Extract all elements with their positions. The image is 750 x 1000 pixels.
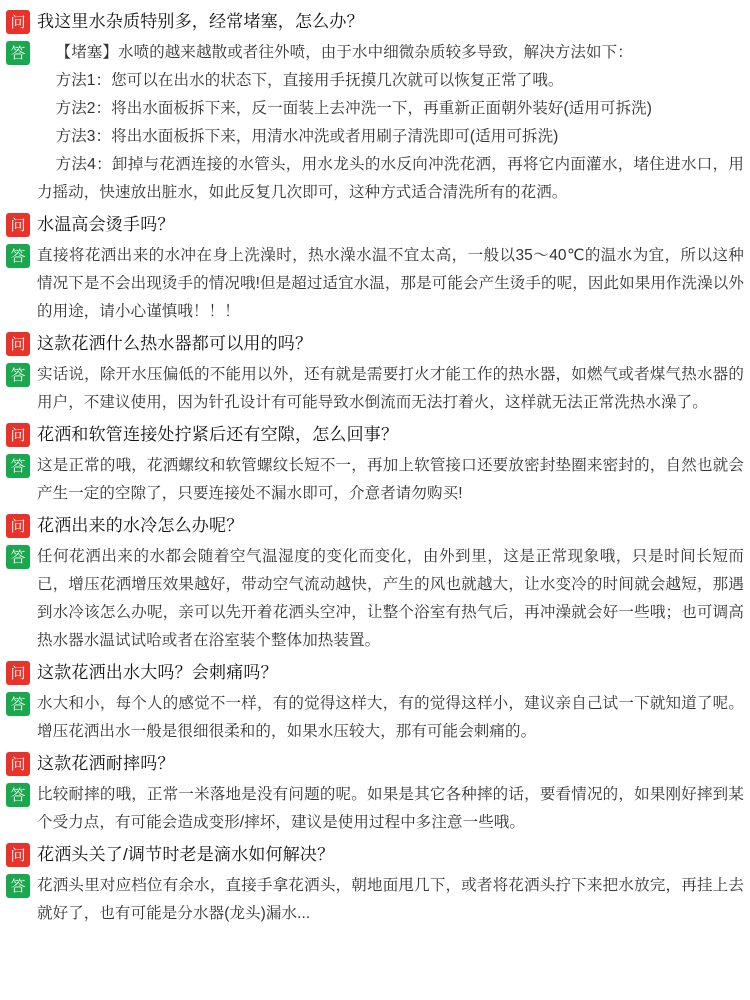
question-text: 这款花洒出水大吗？会刺痛吗？	[37, 663, 278, 682]
answer-badge: 答	[6, 692, 30, 716]
question-row	[0, 657, 750, 688]
answer-line: 方法3：将出水面板拆下来，用清水冲洗或者用刷子清洗即可(适用可拆洗)	[55, 128, 559, 145]
answer-line: 这是正常的哦，花洒螺纹和软管螺纹长短不一，再加上软管接口还要放密封垫圈来密封的，自然也就会产生一定的空隙了，只要连接处不漏水即可，介意者请勿购买!	[37, 457, 744, 502]
question-row	[0, 328, 750, 359]
question-badge: 问	[6, 752, 30, 776]
question-text: 花洒出来的水冷怎么办呢？	[37, 516, 244, 535]
answer-badge: 答	[6, 244, 30, 268]
question-text: 这款花洒耐摔吗？	[37, 754, 175, 773]
question-row	[0, 209, 750, 240]
answer-line: 比较耐摔的哦，正常一米落地是没有问题的呢。如果是其它各种摔的话，要看情况的，如果刚好摔到某个受力点，有可能会造成变形/摔坏，建议是使用过程中多注意一些哦。	[37, 786, 744, 831]
question-badge: 问	[6, 514, 30, 538]
question-text: 水温高会烫手吗？	[37, 215, 175, 234]
question-row	[0, 419, 750, 450]
answer-text	[37, 242, 744, 326]
answer-text	[37, 39, 744, 207]
answer-text	[37, 452, 744, 508]
answer-line: 【堵塞】水喷的越来越散或者往外喷，由于水中细微杂质较多导致，解决方法如下：	[55, 44, 633, 61]
answer-row	[0, 359, 750, 419]
question-row	[0, 748, 750, 779]
qa-block	[0, 328, 750, 419]
question-text: 我这里水杂质特别多，经常堵塞，怎么办？	[37, 12, 364, 31]
answer-text	[37, 361, 744, 417]
answer-badge: 答	[6, 454, 30, 478]
question-row	[0, 839, 750, 870]
answer-line: 方法2：将出水面板拆下来，反一面装上去冲洗一下，再重新正面朝外装好(适用可拆洗)	[55, 100, 653, 117]
question-badge: 问	[6, 661, 30, 685]
answer-badge: 答	[6, 41, 30, 65]
answer-row	[0, 450, 750, 510]
answer-row	[0, 240, 750, 328]
qa-block	[0, 839, 750, 930]
answer-line: 直接将花洒出来的水冲在身上洗澡时，热水澡水温不宜太高，一般以35～40℃的温水为宜，所以这种情况下是不会出现烫手的情况哦!但是超过适宜水温，那是可能会产生烫手的呢，因此如果用作洗澡以外的用途，请小心谨慎哦！！！	[37, 247, 744, 320]
qa-block	[0, 657, 750, 748]
answer-text	[37, 690, 744, 746]
question-badge: 问	[6, 213, 30, 237]
question-badge: 问	[6, 843, 30, 867]
answer-text	[37, 872, 744, 928]
answer-line: 任何花洒出来的水都会随着空气温湿度的变化而变化，由外到里，这是正常现象哦，只是时间长短而已，增压花洒增压效果越好，带动空气流动越快，产生的风也就越大，让水变冷的时间就会越短，那遇到水冷该怎么办呢，亲可以先开着花洒头空冲，让整个浴室有热气后，再冲澡就会好一些哦；也可调高热水器水温试试哈或者在浴室装个整体加热装置。	[37, 548, 744, 649]
qa-block	[0, 748, 750, 839]
question-text: 这款花洒什么热水器都可以用的吗？	[37, 334, 313, 353]
qa-block	[0, 419, 750, 510]
question-text: 花洒和软管连接处拧紧后还有空隙，怎么回事？	[37, 425, 399, 444]
answer-line: 花洒头里对应档位有余水，直接手拿花洒头，朝地面甩几下，或者将花洒头拧下来把水放完，再挂上去就好了，也有可能是分水器(龙头)漏水...	[37, 877, 744, 922]
question-row	[0, 6, 750, 37]
answer-badge: 答	[6, 874, 30, 898]
qa-block	[0, 510, 750, 657]
answer-line: 水大和小，每个人的感觉不一样，有的觉得这样大，有的觉得这样小，建议亲自己试一下就知道了呢。增压花洒出水一般是很细很柔和的，如果水压较大，那有可能会刺痛的。	[37, 695, 744, 740]
answer-row	[0, 688, 750, 748]
question-row	[0, 510, 750, 541]
answer-row	[0, 779, 750, 839]
answer-text	[37, 781, 744, 837]
answer-row	[0, 870, 750, 930]
answer-badge: 答	[6, 783, 30, 807]
question-text: 花洒头关了/调节时老是滴水如何解决？	[37, 845, 335, 864]
answer-badge: 答	[6, 545, 30, 569]
answer-line: 实话说，除开水压偏低的不能用以外，还有就是需要打火才能工作的热水器，如燃气或者煤气热水器的用户，不建议使用，因为针孔设计有可能导致水倒流而无法打着火，这样就无法正常洗热水澡了。	[37, 366, 744, 411]
answer-row	[0, 37, 750, 209]
qa-block	[0, 209, 750, 328]
question-badge: 问	[6, 332, 30, 356]
answer-line: 方法1：您可以在出水的状态下，直接用手抚摸几次就可以恢复正常了哦。	[55, 72, 564, 89]
question-badge: 问	[6, 10, 30, 34]
question-badge: 问	[6, 423, 30, 447]
answer-line: 方法4：卸掉与花洒连接的水管头，用水龙头的水反向冲洗花洒，再将它内面灌水，堵住进水口，用力摇动，快速放出脏水，如此反复几次即可，这种方式适合清洗所有的花洒。	[37, 156, 744, 201]
answer-text	[37, 543, 744, 655]
answer-row	[0, 541, 750, 657]
answer-badge: 答	[6, 363, 30, 387]
qa-block	[0, 6, 750, 209]
